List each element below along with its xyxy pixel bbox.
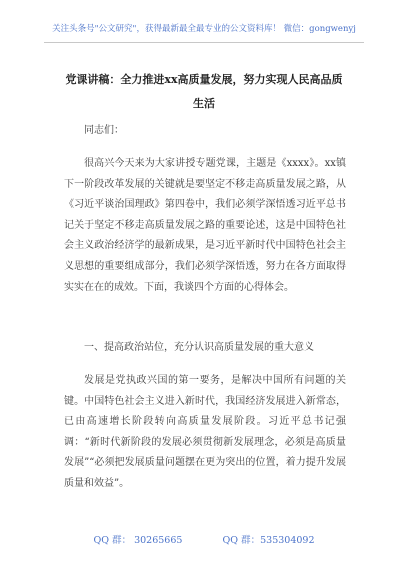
footer-qq-group-2: QQ 群：535304092 (222, 535, 315, 546)
footer (0, 534, 408, 548)
document-title: 党课讲稿：全力推进xx高质量发展，努力实现人民高品质生活 (65, 73, 343, 110)
salutation: 同志们： (84, 125, 124, 136)
header-banner: 关注头条号"公文研究"，获得最新最全最专业的公文资料库！ 微信：gongwenyj (52, 24, 356, 34)
body-paragraph-intro: 很高兴今天来为大家讲授专题党课，主题是《xxxx》。xx镇下一阶段改革发展的关键就是要坚定不移走高质量发展之路，从《习近平谈治国理政》第四卷中，我们必须学深悟透习近平总书记关于坚定不移走高质量发展之路的重要论述，这是中国特色社会主义政治经济学的最新成果，是习近平新时代中国特色社会主义思想的重要组成部分，我们必须学深悟透，努力在各方面取得实实在在的成效。下面，我谈四个方面的心得体会。 (64, 158, 346, 293)
header-divider (44, 42, 364, 43)
body-paragraph-section-1: 发展是党执政兴国的第一要务，是解决中国所有问题的关键。中国特色社会主义进入新时代，我国经济发展进入新常态，已由高速增长阶段转向高质量发展阶段。习近平总书记强调：“新时代新阶段的发展必须贯彻新发展理念，必须是高质量发展”“必须把发展质量问题摆在更为突出的位置，着力提升发展质量和效益”。 (64, 375, 346, 489)
footer-qq-group-1: QQ 群： 30265665 (93, 535, 183, 546)
section-heading-1: 一、提高政治站位，充分认识高质量发展的重大意义 (84, 342, 314, 353)
